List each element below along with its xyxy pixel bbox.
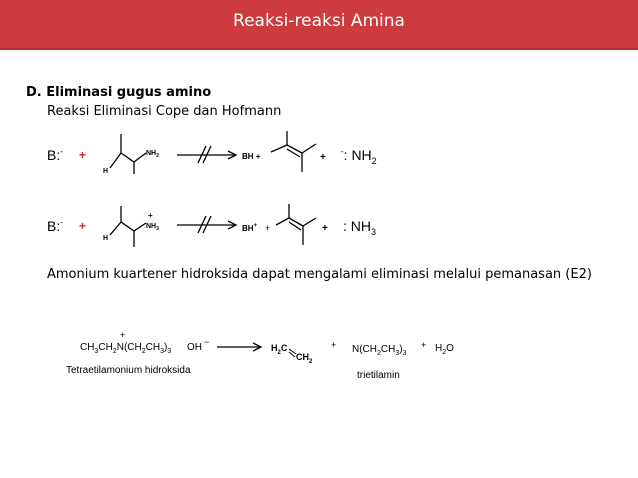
reaction-arrow (217, 343, 261, 351)
reaction-arrow (177, 216, 236, 233)
amine-skeleton (110, 134, 146, 174)
reaction-3 (0, 320, 638, 390)
reactant-formula: $CH_3CH_2N(CH_2CH_3)_3$ (80, 342, 172, 355)
h-label: H (103, 235, 109, 242)
bh-product: BH+ (242, 223, 258, 233)
slide-header (0, 0, 638, 50)
plus-sign-2: + (322, 223, 328, 234)
plus-sign-2: + (421, 340, 427, 350)
body-paragraph: Amonium kuartener hidroksida dapat mengalami eliminasi melalui pemanasan (E2) (47, 267, 592, 282)
amide-ion: -: $NH_2$ (341, 147, 377, 166)
water: $H_2O$ (435, 343, 454, 356)
slide-title: Reaksi-reaksi Amina (233, 11, 405, 31)
ethene-bond (289, 349, 296, 357)
ethene-left: $H_2C$ (271, 343, 288, 356)
bh-product: BH + (242, 152, 261, 161)
nh2-label: $NH_2$ (146, 150, 159, 159)
reaction-2 (0, 195, 638, 255)
amine-name: trietilamin (357, 370, 400, 381)
n-charge: + (148, 211, 153, 220)
n-charge: + (120, 330, 126, 340)
ethene-right: $CH_2$ (296, 352, 313, 365)
alkene-skeleton (271, 131, 316, 172)
plus-sign: + (79, 219, 87, 233)
reaction-1 (0, 120, 638, 190)
amine-formula: $N(CH_2CH_3)_3$ (352, 344, 407, 357)
h-label: H (103, 168, 109, 175)
plus-sign-1: + (331, 340, 337, 350)
reaction-arrow (177, 146, 236, 163)
plus-small: + (265, 223, 271, 233)
section-subtitle: Reaksi Eliminasi Cope dan Hofmann (47, 104, 282, 119)
reactant-name: Tetraetilamonium hidroksida (66, 365, 191, 376)
section-title: D. Eliminasi gugus amino (26, 85, 212, 100)
ammonium-skeleton (110, 206, 146, 247)
ammonia: : $NH_3$ (343, 218, 377, 237)
base-label: B:- (47, 218, 63, 234)
base-label: B:- (47, 147, 63, 163)
alkene-skeleton (276, 204, 316, 245)
nh3-label: $NH_3$ (146, 223, 159, 232)
hydroxide: OH − (187, 337, 210, 353)
plus-sign: + (79, 148, 87, 162)
plus-sign-2: + (320, 152, 326, 163)
